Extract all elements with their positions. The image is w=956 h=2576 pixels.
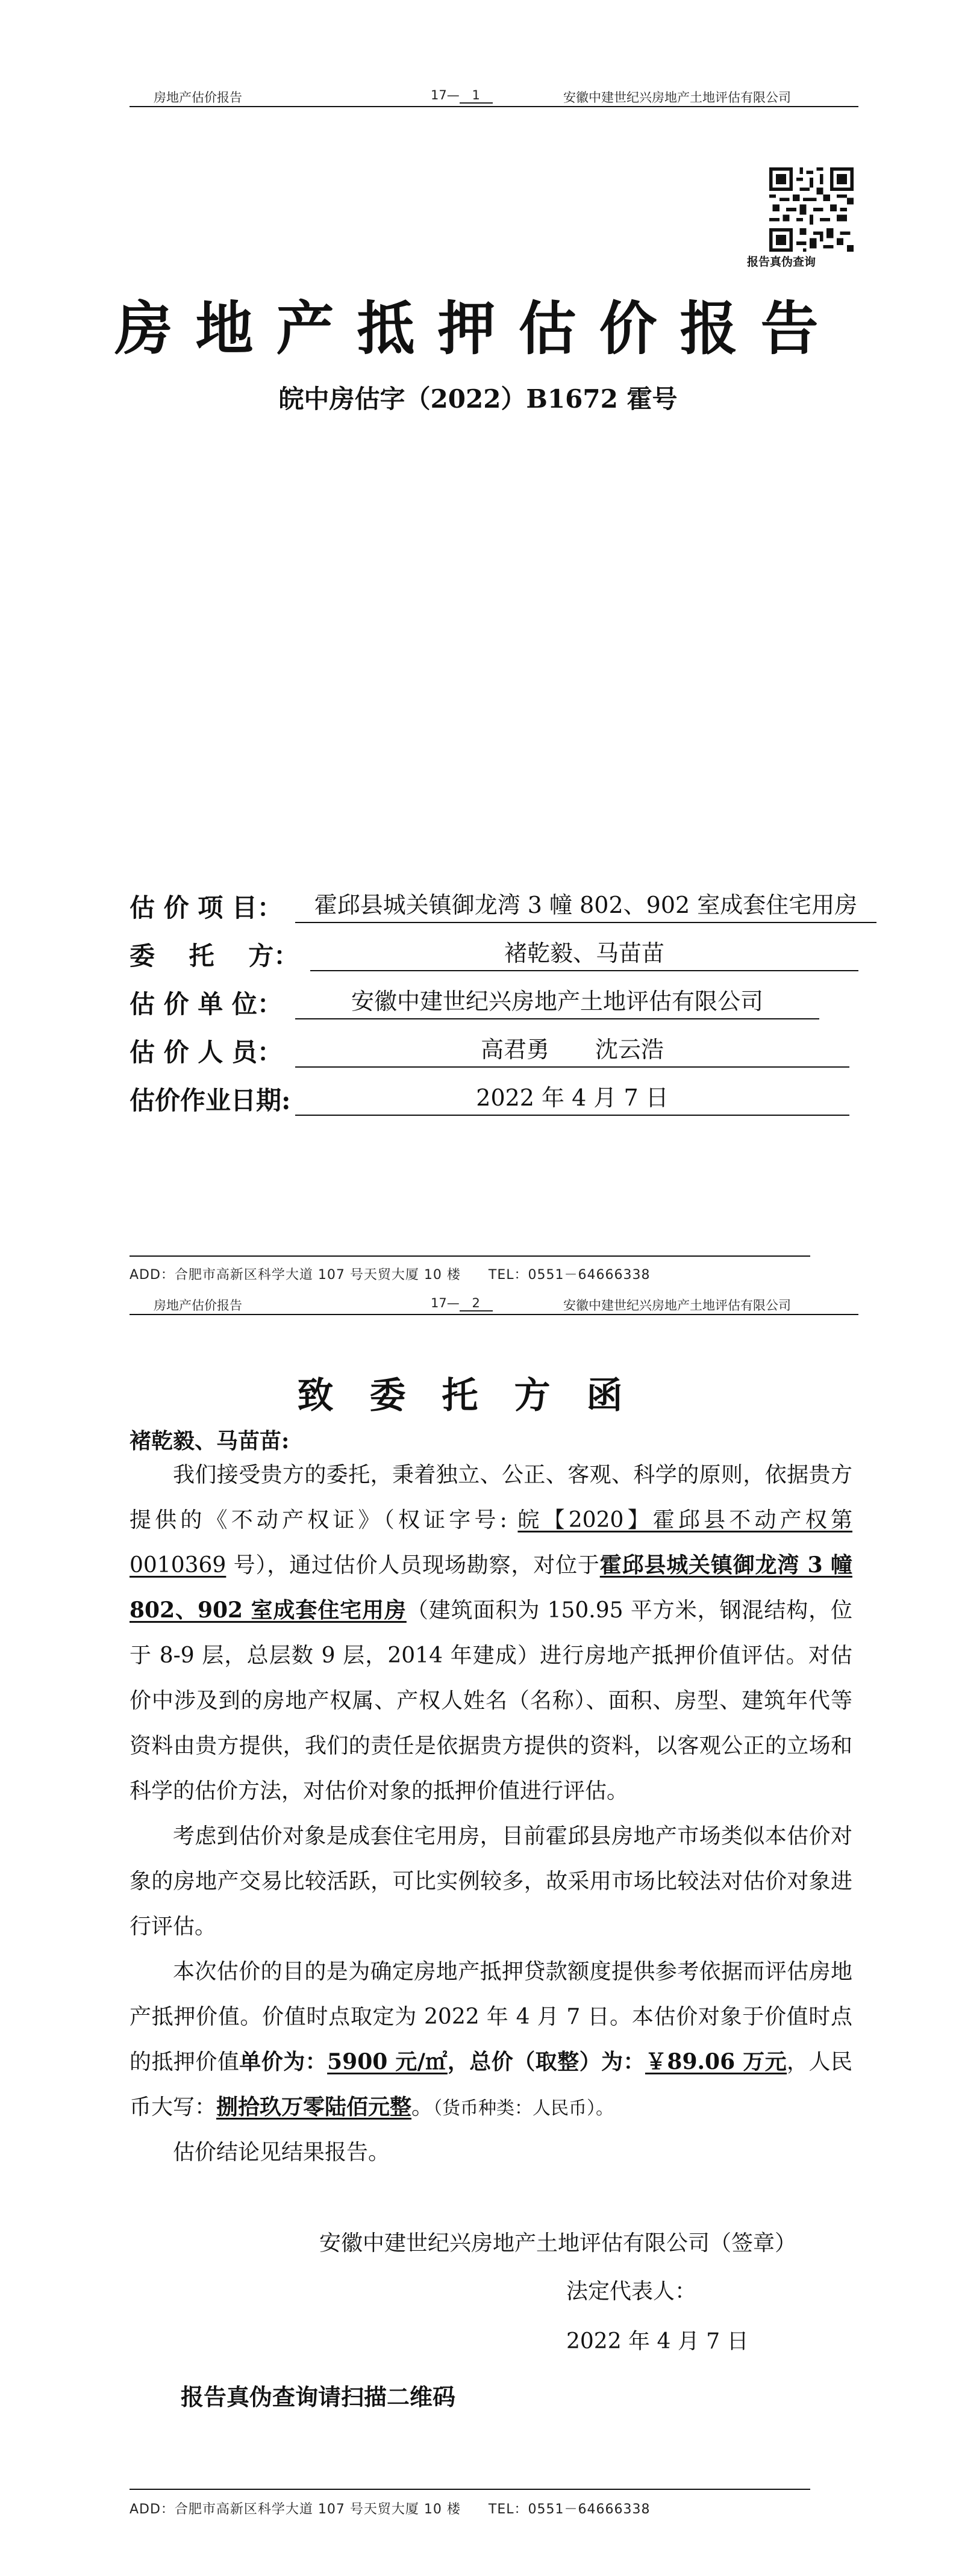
field-project [130, 888, 876, 924]
paragraph-2: 考虑到估价对象是成套住宅用房，目前霍邱县房地产市场类似本估价对象的房地产交易比较活跃，可比实例较多，故采用市场比较法对估价对象进行评估。 [130, 1824, 852, 1939]
unit-price-label: 单价为： [239, 2049, 328, 2074]
currency-note: （货币种类：人民币）。 [433, 2098, 614, 2119]
signature-date: 2022 年 4 月 7 日 [566, 2329, 749, 2354]
page-num: 2 [460, 1296, 493, 1311]
document-number: 皖中房估字（2022）B1672 霍号 [278, 384, 678, 414]
p1-text-a: 我们接受贵方的委托，秉着独立、公正、客观、科学的原则，依据贵方提供的《不动产权证》（权证字号: [130, 1463, 852, 1532]
header-page-number [431, 88, 493, 104]
report-title: 房地产抵押估价报告 [114, 294, 842, 362]
field-label: 估 价 单 位： [130, 989, 283, 1019]
field-appraiser-org [130, 985, 876, 1021]
header-page-number [431, 1296, 493, 1311]
certificate-number: 皖【2020】霍邱县不动产权第 0010369 [130, 1508, 852, 1578]
page-prefix: 17— [431, 88, 460, 102]
footer-address: ADD：合肥市高新区科学大道 107 号天贸大厦 10 楼 TEL：0551－64666338 [130, 2502, 651, 2517]
field-label: 委 托 方： [130, 941, 299, 971]
page-prefix: 17— [431, 1296, 460, 1310]
footer-rule [130, 1255, 810, 1257]
signature-representative: 法定代表人： [566, 2279, 697, 2304]
field-value: 安徽中建世纪兴房地产土地评估有限公司 [295, 985, 819, 1019]
footer-rule [130, 2489, 810, 2490]
unit-price-value: 5900 元/㎡ [327, 2049, 448, 2074]
p3-text-d: 。 [411, 2095, 434, 2120]
field-client [130, 936, 876, 972]
page-num: 1 [460, 88, 493, 104]
header-company: 安徽中建世纪兴房地产土地评估有限公司 [563, 90, 791, 105]
p3-text-a: 本次估价的目的是为确定房地产抵押贷款额度提供参考依据而评估房地产抵押价值。价值时点取定为 2022 年 4 月 7 日。本估价对象于价值时点的抵押价值 [130, 1959, 852, 2074]
property-location: 霍邱县城关镇御龙湾 3 幢 802、902 室成套住宅用房 [130, 1552, 852, 1623]
p1-text-c: （建筑面积为 150.95 平方米，钢混结构，位于 8-9 层，总层数 9 层，2014 年建成）进行房地产抵押价值评估。对估价中涉及到的房地产权属、产权人姓名（名称）、面积、房型、建筑年代等资料由贵方提供，我们的责任是依据贵方提供的资料，以客观公正的立场和科学的估价方法，对估价对象的抵押价值进行评估。 [130, 1598, 853, 1803]
field-value: 2022 年 4 月 7 日 [295, 1081, 849, 1116]
header-company: 安徽中建世纪兴房地产土地评估有限公司 [563, 1298, 791, 1313]
field-label: 估 价 项 目： [130, 893, 283, 922]
qr-verify-note: 报告真伪查询请扫描二维码 [181, 2384, 456, 2410]
field-label: 估价作业日期: [130, 1086, 291, 1115]
total-price-label: ，总价（取整）为： [447, 2049, 645, 2074]
paragraph-4: 估价结论见结果报告。 [173, 2140, 390, 2165]
total-price-in-words: 捌拾玖万零陆佰元整 [216, 2094, 412, 2120]
field-appraisers [130, 1033, 876, 1069]
field-value: 霍邱县城关镇御龙湾 3 幢 802、902 室成套住宅用房 [295, 888, 876, 923]
footer-address: ADD：合肥市高新区科学大道 107 号天贸大厦 10 楼 TEL：0551－64666338 [130, 1268, 651, 1283]
p1-text-b: 号），通过估价人员现场勘察，对位于 [226, 1553, 600, 1578]
header-rule [130, 106, 858, 107]
signature-company: 安徽中建世纪兴房地产土地评估有限公司（签章） [319, 2231, 797, 2256]
field-value: 褚乾毅、马苗苗 [310, 936, 858, 971]
header-rule [130, 1314, 858, 1315]
letter-title: 致委托方函 [297, 1375, 659, 1417]
paragraph-1 [130, 1452, 852, 1814]
field-date [130, 1081, 876, 1117]
header-title: 房地产估价报告 [154, 90, 242, 105]
addressee: 褚乾毅、马苗苗: [130, 1428, 290, 1454]
paragraph-3 [130, 1949, 852, 2131]
header-title: 房地产估价报告 [154, 1298, 242, 1313]
qr-code-icon [766, 167, 857, 252]
total-price-value: ￥89.06 万元 [645, 2049, 787, 2074]
p3-text-c: ，人民币大写： [130, 2050, 852, 2120]
field-value: 高君勇 沈云浩 [295, 1033, 849, 1068]
qr-caption: 报告真伪查询 [747, 255, 816, 269]
field-label: 估 价 人 员： [130, 1038, 283, 1067]
